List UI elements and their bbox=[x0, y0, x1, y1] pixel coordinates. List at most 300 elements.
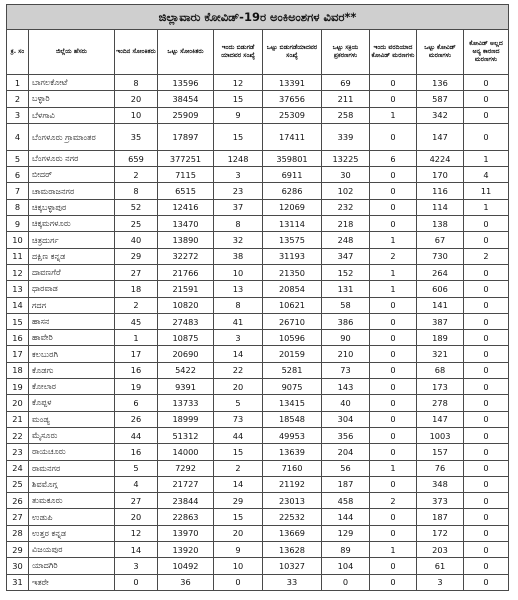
active-cases-cell: 102 bbox=[322, 183, 370, 199]
district-cell: ಉಡುಪಿ bbox=[29, 509, 115, 525]
table-row bbox=[7, 509, 509, 525]
non-covid-deaths-cell: 2 bbox=[464, 248, 509, 264]
today-infected-cell: 18 bbox=[115, 281, 158, 297]
active-cases-cell: 386 bbox=[322, 313, 370, 329]
active-cases-cell: 187 bbox=[322, 476, 370, 492]
total-infected-cell: 23844 bbox=[158, 493, 214, 509]
district-cell: ತುಮಕೂರು bbox=[29, 493, 115, 509]
non-covid-deaths-cell: 0 bbox=[464, 91, 509, 107]
header-today-infected: ಇಂದಿನ ಸೋಂಕಿತರು bbox=[115, 30, 158, 75]
total-discharged-cell: 10621 bbox=[263, 297, 322, 313]
total-infected-cell: 21766 bbox=[158, 264, 214, 280]
active-cases-cell: 304 bbox=[322, 411, 370, 427]
total-discharged-cell: 13575 bbox=[263, 232, 322, 248]
today-deaths-cell: 0 bbox=[370, 574, 417, 590]
today-deaths-cell: 1 bbox=[370, 107, 417, 123]
today-deaths-cell: 2 bbox=[370, 248, 417, 264]
active-cases-cell: 73 bbox=[322, 362, 370, 378]
table-row bbox=[7, 379, 509, 395]
active-cases-cell: 30 bbox=[322, 167, 370, 183]
today-discharged-cell: 14 bbox=[214, 476, 263, 492]
non-covid-deaths-cell: 0 bbox=[464, 297, 509, 313]
table-row bbox=[7, 558, 509, 574]
table-row bbox=[7, 427, 509, 443]
today-discharged-cell: 15 bbox=[214, 123, 263, 150]
non-covid-deaths-cell: 0 bbox=[464, 123, 509, 150]
total-deaths-cell: 76 bbox=[417, 460, 464, 476]
active-cases-cell: 458 bbox=[322, 493, 370, 509]
total-deaths-cell: 4224 bbox=[417, 150, 464, 166]
today-deaths-cell: 0 bbox=[370, 75, 417, 91]
today-discharged-cell: 23 bbox=[214, 183, 263, 199]
non-covid-deaths-cell: 0 bbox=[464, 493, 509, 509]
today-infected-cell: 16 bbox=[115, 444, 158, 460]
total-infected-cell: 10820 bbox=[158, 297, 214, 313]
total-infected-cell: 18999 bbox=[158, 411, 214, 427]
header-today-discharged: ಇಂದು ಬಿಡುಗಡೆ ಯಾದವರ ಸಂಖ್ಯೆ bbox=[214, 30, 263, 75]
active-cases-cell: 211 bbox=[322, 91, 370, 107]
active-cases-cell: 131 bbox=[322, 281, 370, 297]
total-discharged-cell: 18548 bbox=[263, 411, 322, 427]
district-cell: ಬೆಳಗಾವಿ bbox=[29, 107, 115, 123]
serial-cell: 15 bbox=[7, 313, 29, 329]
today-discharged-cell: 12 bbox=[214, 75, 263, 91]
total-deaths-cell: 278 bbox=[417, 395, 464, 411]
district-cell: ಮಂಡ್ಯ bbox=[29, 411, 115, 427]
total-infected-cell: 36 bbox=[158, 574, 214, 590]
today-infected-cell: 52 bbox=[115, 199, 158, 215]
total-infected-cell: 22863 bbox=[158, 509, 214, 525]
today-infected-cell: 4 bbox=[115, 476, 158, 492]
total-discharged-cell: 6286 bbox=[263, 183, 322, 199]
total-infected-cell: 27483 bbox=[158, 313, 214, 329]
table-row bbox=[7, 460, 509, 476]
today-deaths-cell: 0 bbox=[370, 167, 417, 183]
today-infected-cell: 16 bbox=[115, 362, 158, 378]
total-deaths-cell: 203 bbox=[417, 542, 464, 558]
today-deaths-cell: 0 bbox=[370, 558, 417, 574]
table-row bbox=[7, 232, 509, 248]
total-discharged-cell: 22532 bbox=[263, 509, 322, 525]
table-row bbox=[7, 346, 509, 362]
today-infected-cell: 20 bbox=[115, 509, 158, 525]
header-district-name: ಜಿಲ್ಲೆಯ ಹೆಸರು bbox=[29, 30, 115, 75]
total-deaths-cell: 189 bbox=[417, 330, 464, 346]
non-covid-deaths-cell: 0 bbox=[464, 427, 509, 443]
today-discharged-cell: 9 bbox=[214, 107, 263, 123]
serial-cell: 26 bbox=[7, 493, 29, 509]
today-discharged-cell: 0 bbox=[214, 574, 263, 590]
header-today-deaths: ಇಂದು ವರದಿಯಾದ ಕೋವಿಡ್ ಮರಣಗಳು bbox=[370, 30, 417, 75]
active-cases-cell: 232 bbox=[322, 199, 370, 215]
today-infected-cell: 27 bbox=[115, 264, 158, 280]
table-title: ಜಿಲ್ಲಾವಾರು ಕೋವಿಡ್-19ರ ಅಂಕಿಅಂಶಗಳ ವಿವರ** bbox=[7, 5, 509, 30]
today-infected-cell: 6 bbox=[115, 395, 158, 411]
serial-cell: 24 bbox=[7, 460, 29, 476]
district-cell: ಬೆಂಗಳೂರು ನಗರ bbox=[29, 150, 115, 166]
today-discharged-cell: 37 bbox=[214, 199, 263, 215]
total-infected-cell: 13970 bbox=[158, 525, 214, 541]
total-deaths-cell: 114 bbox=[417, 199, 464, 215]
total-deaths-cell: 116 bbox=[417, 183, 464, 199]
serial-cell: 21 bbox=[7, 411, 29, 427]
serial-cell: 5 bbox=[7, 150, 29, 166]
table-row bbox=[7, 216, 509, 232]
today-infected-cell: 659 bbox=[115, 150, 158, 166]
total-deaths-cell: 730 bbox=[417, 248, 464, 264]
today-discharged-cell: 3 bbox=[214, 330, 263, 346]
total-discharged-cell: 13415 bbox=[263, 395, 322, 411]
serial-cell: 31 bbox=[7, 574, 29, 590]
district-cell: ಯಾದಗಿರಿ bbox=[29, 558, 115, 574]
district-cell: ಹಾಸನ bbox=[29, 313, 115, 329]
today-infected-cell: 14 bbox=[115, 542, 158, 558]
total-infected-cell: 5422 bbox=[158, 362, 214, 378]
table-row bbox=[7, 297, 509, 313]
total-discharged-cell: 23013 bbox=[263, 493, 322, 509]
active-cases-cell: 90 bbox=[322, 330, 370, 346]
non-covid-deaths-cell: 0 bbox=[464, 313, 509, 329]
table-body bbox=[7, 75, 509, 591]
active-cases-cell: 13225 bbox=[322, 150, 370, 166]
today-infected-cell: 40 bbox=[115, 232, 158, 248]
table-row bbox=[7, 362, 509, 378]
district-cell: ಬಾಗಲಕೋಟೆ bbox=[29, 75, 115, 91]
today-discharged-cell: 32 bbox=[214, 232, 263, 248]
serial-cell: 25 bbox=[7, 476, 29, 492]
serial-cell: 23 bbox=[7, 444, 29, 460]
today-discharged-cell: 2 bbox=[214, 460, 263, 476]
today-deaths-cell: 0 bbox=[370, 379, 417, 395]
total-discharged-cell: 25309 bbox=[263, 107, 322, 123]
active-cases-cell: 248 bbox=[322, 232, 370, 248]
district-cell: ಚಾಮರಾಜನಗರ bbox=[29, 183, 115, 199]
active-cases-cell: 89 bbox=[322, 542, 370, 558]
non-covid-deaths-cell: 0 bbox=[464, 411, 509, 427]
today-deaths-cell: 0 bbox=[370, 346, 417, 362]
total-deaths-cell: 138 bbox=[417, 216, 464, 232]
table-row bbox=[7, 167, 509, 183]
total-infected-cell: 21591 bbox=[158, 281, 214, 297]
table-row bbox=[7, 183, 509, 199]
header-total-discharged: ಒಟ್ಟು ಬಿಡುಗಡೆಯಾದವರ ಸಂಖ್ಯೆ bbox=[263, 30, 322, 75]
column-header-row bbox=[7, 30, 509, 75]
serial-cell: 8 bbox=[7, 199, 29, 215]
non-covid-deaths-cell: 1 bbox=[464, 150, 509, 166]
total-discharged-cell: 31193 bbox=[263, 248, 322, 264]
covid-stats-table bbox=[6, 4, 509, 591]
table-row bbox=[7, 330, 509, 346]
non-covid-deaths-cell: 0 bbox=[464, 476, 509, 492]
non-covid-deaths-cell: 0 bbox=[464, 574, 509, 590]
table-row bbox=[7, 281, 509, 297]
district-cell: ಚಿಕ್ಕಬಳ್ಳಾಪುರ bbox=[29, 199, 115, 215]
table-row bbox=[7, 476, 509, 492]
today-deaths-cell: 0 bbox=[370, 509, 417, 525]
today-deaths-cell: 0 bbox=[370, 362, 417, 378]
today-deaths-cell: 0 bbox=[370, 91, 417, 107]
serial-cell: 7 bbox=[7, 183, 29, 199]
today-deaths-cell: 0 bbox=[370, 395, 417, 411]
district-cell: ವಿಜಯಪುರ bbox=[29, 542, 115, 558]
today-discharged-cell: 29 bbox=[214, 493, 263, 509]
total-infected-cell: 13890 bbox=[158, 232, 214, 248]
serial-cell: 20 bbox=[7, 395, 29, 411]
today-deaths-cell: 1 bbox=[370, 264, 417, 280]
total-deaths-cell: 172 bbox=[417, 525, 464, 541]
today-infected-cell: 8 bbox=[115, 75, 158, 91]
header-serial: ಕ್ರ. ಸಂ bbox=[7, 30, 29, 75]
serial-cell: 30 bbox=[7, 558, 29, 574]
total-discharged-cell: 13669 bbox=[263, 525, 322, 541]
active-cases-cell: 56 bbox=[322, 460, 370, 476]
district-cell: ಕೋಲಾರ bbox=[29, 379, 115, 395]
total-discharged-cell: 49953 bbox=[263, 427, 322, 443]
today-discharged-cell: 22 bbox=[214, 362, 263, 378]
total-deaths-cell: 136 bbox=[417, 75, 464, 91]
today-discharged-cell: 13 bbox=[214, 281, 263, 297]
header-total-infected: ಒಟ್ಟು ಸೋಂಕಿತರು bbox=[158, 30, 214, 75]
district-cell: ಶಿವಮೊಗ್ಗ bbox=[29, 476, 115, 492]
today-infected-cell: 19 bbox=[115, 379, 158, 395]
district-cell: ಕಲಬುರಗಿ bbox=[29, 346, 115, 362]
table-row bbox=[7, 123, 509, 150]
today-infected-cell: 2 bbox=[115, 297, 158, 313]
today-deaths-cell: 0 bbox=[370, 330, 417, 346]
serial-cell: 16 bbox=[7, 330, 29, 346]
total-discharged-cell: 13114 bbox=[263, 216, 322, 232]
district-cell: ಬೀದರ್ bbox=[29, 167, 115, 183]
total-discharged-cell: 13391 bbox=[263, 75, 322, 91]
serial-cell: 22 bbox=[7, 427, 29, 443]
today-deaths-cell: 0 bbox=[370, 313, 417, 329]
today-infected-cell: 27 bbox=[115, 493, 158, 509]
today-deaths-cell: 0 bbox=[370, 476, 417, 492]
today-deaths-cell: 0 bbox=[370, 183, 417, 199]
today-discharged-cell: 9 bbox=[214, 542, 263, 558]
today-infected-cell: 10 bbox=[115, 107, 158, 123]
total-infected-cell: 32272 bbox=[158, 248, 214, 264]
non-covid-deaths-cell: 4 bbox=[464, 167, 509, 183]
district-cell: ಚಿಕ್ಕಮಗಳೂರು bbox=[29, 216, 115, 232]
serial-cell: 19 bbox=[7, 379, 29, 395]
district-cell: ಬಳ್ಳಾರಿ bbox=[29, 91, 115, 107]
today-infected-cell: 17 bbox=[115, 346, 158, 362]
district-cell: ರಾಮನಗರ bbox=[29, 460, 115, 476]
district-cell: ಕೊಡಗು bbox=[29, 362, 115, 378]
district-cell: ಉತ್ತರ ಕನ್ನಡ bbox=[29, 525, 115, 541]
non-covid-deaths-cell: 0 bbox=[464, 460, 509, 476]
total-infected-cell: 13596 bbox=[158, 75, 214, 91]
total-discharged-cell: 13639 bbox=[263, 444, 322, 460]
district-cell: ದಾವಣಗೆರೆ bbox=[29, 264, 115, 280]
active-cases-cell: 204 bbox=[322, 444, 370, 460]
total-deaths-cell: 68 bbox=[417, 362, 464, 378]
district-cell: ಕೊಪ್ಪಳ bbox=[29, 395, 115, 411]
today-discharged-cell: 14 bbox=[214, 346, 263, 362]
total-infected-cell: 377251 bbox=[158, 150, 214, 166]
today-infected-cell: 2 bbox=[115, 167, 158, 183]
active-cases-cell: 210 bbox=[322, 346, 370, 362]
total-discharged-cell: 26710 bbox=[263, 313, 322, 329]
total-discharged-cell: 12069 bbox=[263, 199, 322, 215]
non-covid-deaths-cell: 0 bbox=[464, 525, 509, 541]
total-infected-cell: 25909 bbox=[158, 107, 214, 123]
non-covid-deaths-cell: 0 bbox=[464, 542, 509, 558]
today-deaths-cell: 0 bbox=[370, 525, 417, 541]
table-row bbox=[7, 91, 509, 107]
total-infected-cell: 51312 bbox=[158, 427, 214, 443]
today-deaths-cell: 2 bbox=[370, 493, 417, 509]
table-row bbox=[7, 248, 509, 264]
serial-cell: 13 bbox=[7, 281, 29, 297]
today-infected-cell: 1 bbox=[115, 330, 158, 346]
serial-cell: 14 bbox=[7, 297, 29, 313]
active-cases-cell: 58 bbox=[322, 297, 370, 313]
active-cases-cell: 40 bbox=[322, 395, 370, 411]
district-cell: ಇತರೇ bbox=[29, 574, 115, 590]
active-cases-cell: 356 bbox=[322, 427, 370, 443]
district-cell: ಗದಗ bbox=[29, 297, 115, 313]
total-discharged-cell: 5281 bbox=[263, 362, 322, 378]
active-cases-cell: 144 bbox=[322, 509, 370, 525]
active-cases-cell: 129 bbox=[322, 525, 370, 541]
total-infected-cell: 17897 bbox=[158, 123, 214, 150]
table-row bbox=[7, 264, 509, 280]
today-deaths-cell: 1 bbox=[370, 232, 417, 248]
total-infected-cell: 13733 bbox=[158, 395, 214, 411]
non-covid-deaths-cell: 0 bbox=[464, 395, 509, 411]
today-discharged-cell: 73 bbox=[214, 411, 263, 427]
total-deaths-cell: 147 bbox=[417, 411, 464, 427]
total-deaths-cell: 170 bbox=[417, 167, 464, 183]
district-covid-stats-sheet bbox=[6, 4, 510, 600]
today-discharged-cell: 1248 bbox=[214, 150, 263, 166]
district-cell: ರಾಯಚೂರು bbox=[29, 444, 115, 460]
district-cell: ಮೈಸೂರು bbox=[29, 427, 115, 443]
non-covid-deaths-cell: 0 bbox=[464, 379, 509, 395]
non-covid-deaths-cell: 0 bbox=[464, 346, 509, 362]
today-infected-cell: 44 bbox=[115, 427, 158, 443]
total-infected-cell: 21727 bbox=[158, 476, 214, 492]
today-discharged-cell: 15 bbox=[214, 444, 263, 460]
table-row bbox=[7, 493, 509, 509]
active-cases-cell: 347 bbox=[322, 248, 370, 264]
today-discharged-cell: 41 bbox=[214, 313, 263, 329]
serial-cell: 2 bbox=[7, 91, 29, 107]
today-infected-cell: 5 bbox=[115, 460, 158, 476]
serial-cell: 3 bbox=[7, 107, 29, 123]
total-deaths-cell: 348 bbox=[417, 476, 464, 492]
non-covid-deaths-cell: 0 bbox=[464, 509, 509, 525]
today-discharged-cell: 20 bbox=[214, 379, 263, 395]
table-row bbox=[7, 75, 509, 91]
serial-cell: 27 bbox=[7, 509, 29, 525]
non-covid-deaths-cell: 0 bbox=[464, 558, 509, 574]
today-discharged-cell: 10 bbox=[214, 558, 263, 574]
active-cases-cell: 152 bbox=[322, 264, 370, 280]
today-infected-cell: 20 bbox=[115, 91, 158, 107]
total-deaths-cell: 187 bbox=[417, 509, 464, 525]
total-deaths-cell: 141 bbox=[417, 297, 464, 313]
today-deaths-cell: 0 bbox=[370, 123, 417, 150]
table-row bbox=[7, 150, 509, 166]
non-covid-deaths-cell: 1 bbox=[464, 199, 509, 215]
serial-cell: 29 bbox=[7, 542, 29, 558]
total-deaths-cell: 387 bbox=[417, 313, 464, 329]
non-covid-deaths-cell: 0 bbox=[464, 330, 509, 346]
non-covid-deaths-cell: 11 bbox=[464, 183, 509, 199]
today-discharged-cell: 38 bbox=[214, 248, 263, 264]
table-row bbox=[7, 411, 509, 427]
table-row bbox=[7, 542, 509, 558]
total-infected-cell: 38454 bbox=[158, 91, 214, 107]
today-deaths-cell: 0 bbox=[370, 216, 417, 232]
total-discharged-cell: 6911 bbox=[263, 167, 322, 183]
active-cases-cell: 104 bbox=[322, 558, 370, 574]
total-deaths-cell: 173 bbox=[417, 379, 464, 395]
total-infected-cell: 6515 bbox=[158, 183, 214, 199]
today-deaths-cell: 0 bbox=[370, 411, 417, 427]
today-infected-cell: 3 bbox=[115, 558, 158, 574]
non-covid-deaths-cell: 0 bbox=[464, 362, 509, 378]
district-cell: ದಕ್ಷಿಣ ಕನ್ನಡ bbox=[29, 248, 115, 264]
total-infected-cell: 10492 bbox=[158, 558, 214, 574]
non-covid-deaths-cell: 0 bbox=[464, 281, 509, 297]
today-discharged-cell: 8 bbox=[214, 297, 263, 313]
header-non-covid-deaths: ಕೋವಿಡ್ ಅಲ್ಲದ ಅನ್ಯ ಕಾರಣದ ಮರಣಗಳು bbox=[464, 30, 509, 75]
header-total-deaths: ಒಟ್ಟು ಕೋವಿಡ್ ಮರಣಗಳು bbox=[417, 30, 464, 75]
non-covid-deaths-cell: 0 bbox=[464, 264, 509, 280]
today-discharged-cell: 44 bbox=[214, 427, 263, 443]
total-discharged-cell: 359801 bbox=[263, 150, 322, 166]
active-cases-cell: 0 bbox=[322, 574, 370, 590]
total-discharged-cell: 20854 bbox=[263, 281, 322, 297]
total-deaths-cell: 3 bbox=[417, 574, 464, 590]
serial-cell: 1 bbox=[7, 75, 29, 91]
serial-cell: 4 bbox=[7, 123, 29, 150]
today-deaths-cell: 0 bbox=[370, 427, 417, 443]
today-infected-cell: 35 bbox=[115, 123, 158, 150]
district-cell: ಬೆಂಗಳೂರು ಗ್ರಾಮಾಂತರ bbox=[29, 123, 115, 150]
today-infected-cell: 0 bbox=[115, 574, 158, 590]
serial-cell: 17 bbox=[7, 346, 29, 362]
today-infected-cell: 12 bbox=[115, 525, 158, 541]
total-infected-cell: 7292 bbox=[158, 460, 214, 476]
total-deaths-cell: 342 bbox=[417, 107, 464, 123]
district-cell: ಧಾರವಾಡ bbox=[29, 281, 115, 297]
total-discharged-cell: 20159 bbox=[263, 346, 322, 362]
total-infected-cell: 14000 bbox=[158, 444, 214, 460]
total-discharged-cell: 37656 bbox=[263, 91, 322, 107]
total-deaths-cell: 147 bbox=[417, 123, 464, 150]
today-deaths-cell: 0 bbox=[370, 199, 417, 215]
district-cell: ಹಾವೇರಿ bbox=[29, 330, 115, 346]
total-infected-cell: 13470 bbox=[158, 216, 214, 232]
total-deaths-cell: 373 bbox=[417, 493, 464, 509]
today-discharged-cell: 15 bbox=[214, 91, 263, 107]
total-discharged-cell: 21192 bbox=[263, 476, 322, 492]
total-discharged-cell: 9075 bbox=[263, 379, 322, 395]
serial-cell: 28 bbox=[7, 525, 29, 541]
total-discharged-cell: 17411 bbox=[263, 123, 322, 150]
total-infected-cell: 10875 bbox=[158, 330, 214, 346]
total-deaths-cell: 587 bbox=[417, 91, 464, 107]
table-row bbox=[7, 107, 509, 123]
serial-cell: 10 bbox=[7, 232, 29, 248]
total-discharged-cell: 10596 bbox=[263, 330, 322, 346]
today-infected-cell: 25 bbox=[115, 216, 158, 232]
